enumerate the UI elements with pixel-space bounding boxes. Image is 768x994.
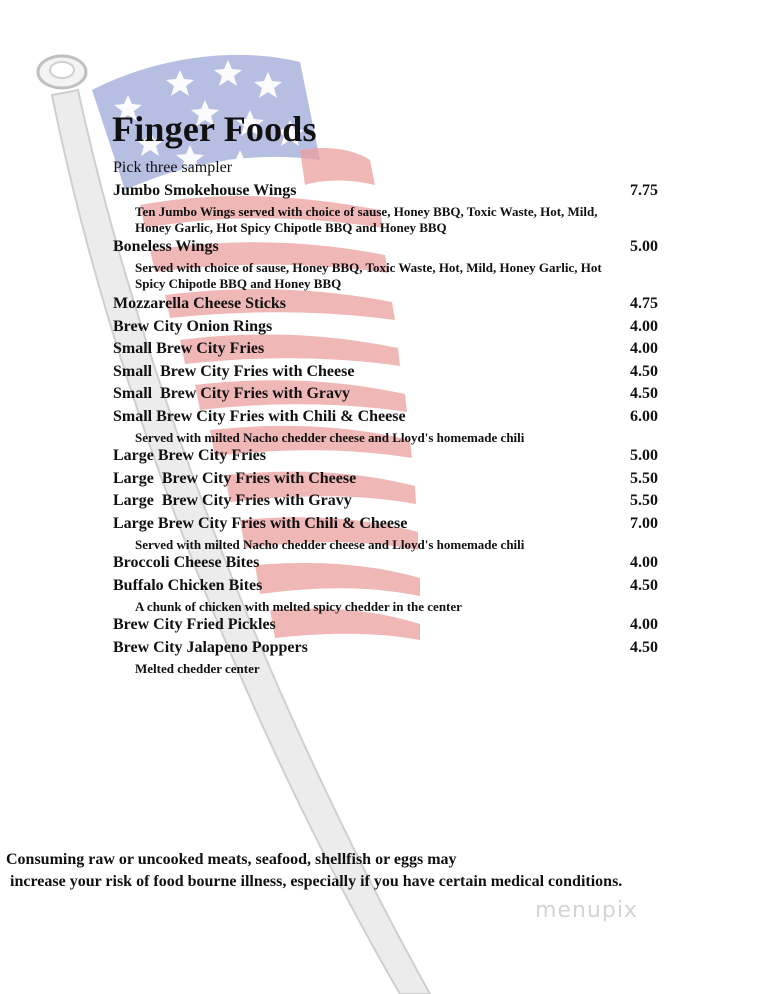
item-name: Small Brew City Fries: [113, 340, 265, 357]
menu-item: [113, 182, 658, 236]
menu-subtitle: Pick three sampler: [113, 159, 233, 176]
item-description: Melted chedder center: [135, 661, 260, 676]
item-price: 5.50: [630, 470, 658, 487]
item-price: 5.50: [630, 492, 658, 509]
item-price: 4.00: [630, 340, 658, 357]
item-price: 5.00: [630, 238, 658, 255]
item-name: Boneless Wings: [113, 238, 219, 255]
notice-line-1: Consuming raw or uncooked meats, seafood, shellfish or eggs may: [6, 851, 457, 868]
item-price: 4.00: [630, 616, 658, 633]
item-name: Jumbo Smokehouse Wings: [113, 182, 297, 199]
menu-item: [113, 515, 658, 553]
item-name: Brew City Fried Pickles: [113, 616, 276, 633]
item-name: Brew City Jalapeno Poppers: [113, 639, 308, 656]
menu-item: [113, 238, 658, 292]
item-price: 6.00: [630, 408, 658, 425]
item-name: Small Brew City Fries with Chili & Cheese: [113, 408, 406, 425]
notice-line-2: increase your risk of food bourne illness, especially if you have certain medical conditions.: [6, 873, 623, 890]
item-price: 4.75: [630, 295, 658, 312]
item-description: Served with milted Nacho chedder cheese and Lloyd's homemade chili: [135, 537, 525, 552]
menu-item: [113, 408, 658, 446]
item-price: 7.75: [630, 182, 658, 199]
item-name: Large Brew City Fries with Chili & Cheese: [113, 515, 408, 532]
menu-item: [113, 639, 658, 677]
menu-item: [113, 554, 658, 576]
menu-item: [113, 340, 658, 362]
menu-item: [113, 385, 658, 407]
food-safety-notice: [6, 849, 622, 893]
menu-item: [113, 295, 658, 317]
item-name: Large Brew City Fries: [113, 447, 266, 464]
menu-item: [113, 318, 658, 340]
item-description: Ten Jumbo Wings served with choice of sause, Honey BBQ, Toxic Waste, Hot, Mild, Honey Garlic, Hot Spicy Chipotle BBQ and Honey BBQ: [135, 204, 598, 235]
item-name: Broccoli Cheese Bites: [113, 554, 260, 571]
menu-item: [113, 470, 658, 492]
item-name: Large Brew City Fries with Cheese: [113, 470, 357, 487]
menu-item: [113, 577, 658, 615]
watermark-logo: menupix: [535, 898, 638, 923]
menu-item: [113, 363, 658, 385]
menu-item: [113, 492, 658, 514]
item-name: Large Brew City Fries with Gravy: [113, 492, 352, 509]
item-price: 4.50: [630, 385, 658, 402]
item-name: Small Brew City Fries with Gravy: [113, 385, 351, 402]
item-description: Served with milted Nacho chedder cheese and Lloyd's homemade chili: [135, 430, 525, 445]
item-price: 4.50: [630, 577, 658, 594]
item-price: 4.50: [630, 363, 658, 380]
item-name: Mozzarella Cheese Sticks: [113, 295, 286, 312]
item-name: Brew City Onion Rings: [113, 318, 273, 335]
item-price: 4.00: [630, 554, 658, 571]
menu-item: [113, 616, 658, 638]
menu-item: [113, 447, 658, 469]
item-price: 4.00: [630, 318, 658, 335]
item-name: Small Brew City Fries with Cheese: [113, 363, 355, 380]
item-description: A chunk of chicken with melted spicy chedder in the center: [135, 599, 462, 614]
item-price: 7.00: [630, 515, 658, 532]
item-price: 5.00: [630, 447, 658, 464]
item-name: Buffalo Chicken Bites: [113, 577, 263, 594]
item-price: 4.50: [630, 639, 658, 656]
page-title: Finger Foods: [112, 109, 317, 149]
item-description: Served with choice of sause, Honey BBQ, Toxic Waste, Hot, Mild, Honey Garlic, Hot Spicy Chipotle BBQ and Honey BBQ: [135, 260, 602, 291]
